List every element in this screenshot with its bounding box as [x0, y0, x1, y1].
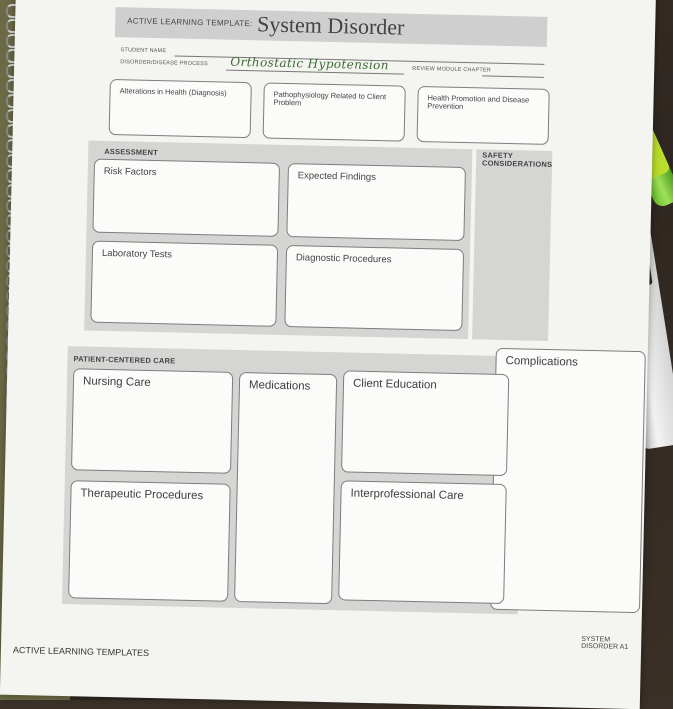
- therapeutic-procedures-label: Therapeutic Procedures: [80, 487, 204, 503]
- risk-factors-box[interactable]: [92, 159, 280, 237]
- client-education-label: Client Education: [352, 377, 437, 392]
- safety-heading: SAFETY CONSIDERATIONS: [481, 150, 553, 170]
- title-band: [115, 7, 548, 47]
- disorder-handwritten-value: Orthostatic Hypotension: [230, 54, 390, 73]
- health-promotion-label: Health Promotion and Disease Prevention: [427, 93, 530, 111]
- therapeutic-procedures-box[interactable]: [68, 480, 231, 602]
- interprofessional-care-box[interactable]: [338, 480, 507, 604]
- care-heading: PATIENT-CENTERED CARE: [73, 354, 176, 366]
- diagnostic-procedures-label: Diagnostic Procedures: [295, 252, 392, 266]
- footer-left-text: ACTIVE LEARNING TEMPLATES: [12, 644, 150, 659]
- complications-label: Complications: [505, 355, 578, 369]
- diagnostic-procedures-box[interactable]: [284, 245, 464, 331]
- nursing-care-box[interactable]: [71, 368, 233, 474]
- alterations-box[interactable]: [109, 79, 252, 138]
- page-title: System Disorder: [256, 11, 405, 40]
- medications-label: Medications: [248, 379, 311, 393]
- expected-findings-box[interactable]: [286, 163, 466, 241]
- client-education-box[interactable]: [341, 370, 509, 476]
- laboratory-tests-box[interactable]: [90, 241, 278, 327]
- nursing-care-label: Nursing Care: [82, 375, 151, 389]
- health-promotion-box[interactable]: [417, 86, 550, 145]
- interprofessional-care-label: Interprofessional Care: [350, 487, 464, 503]
- student-name-label: STUDENT NAME: [120, 47, 167, 55]
- medications-box[interactable]: [234, 372, 337, 604]
- alterations-label: Alterations in Health (Diagnosis): [119, 86, 227, 98]
- laboratory-tests-label: Laboratory Tests: [101, 247, 173, 261]
- template-label: ACTIVE LEARNING TEMPLATE:: [127, 16, 253, 29]
- pathophysiology-label: Pathophysiology Related to Client Problem: [273, 89, 387, 108]
- assessment-heading: ASSESSMENT: [104, 146, 159, 158]
- expected-findings-label: Expected Findings: [297, 170, 377, 184]
- safety-panel: [472, 149, 552, 341]
- risk-factors-label: Risk Factors: [103, 165, 157, 179]
- review-module-line[interactable]: [482, 75, 544, 77]
- footer-right-text: SYSTEM DISORDER A1: [581, 635, 629, 651]
- disorder-label: DISORDER/DISEASE PROCESS: [120, 59, 208, 68]
- pathophysiology-box[interactable]: [263, 82, 406, 141]
- review-module-label: REVIEW MODULE CHAPTER: [412, 65, 492, 74]
- complications-box[interactable]: [490, 348, 646, 613]
